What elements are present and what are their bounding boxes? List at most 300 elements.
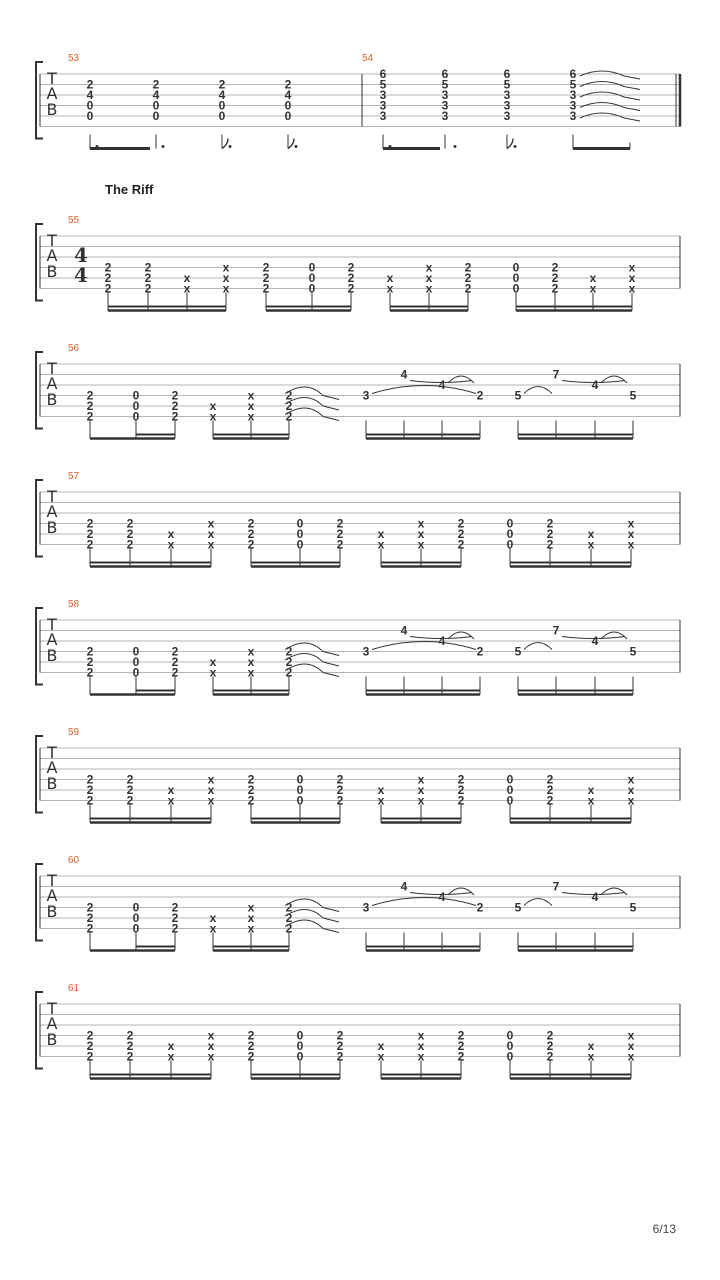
dead-note-mark: x bbox=[207, 793, 215, 808]
fret-number: 2 bbox=[551, 271, 559, 285]
dead-note-mark: x bbox=[627, 772, 635, 787]
fret-number: 2 bbox=[284, 77, 292, 92]
fret-number: 2 bbox=[476, 644, 484, 659]
fret-number: 2 bbox=[457, 772, 465, 787]
fret-number: 0 bbox=[308, 281, 316, 296]
dead-note-mark: x bbox=[207, 1028, 215, 1043]
dead-note-mark: x bbox=[183, 271, 191, 285]
dead-note-mark: x bbox=[207, 516, 215, 531]
fret-number: 2 bbox=[336, 793, 344, 808]
dead-note-mark: x bbox=[627, 527, 635, 541]
fret-number: 0 bbox=[132, 388, 140, 403]
fret-number: 2 bbox=[546, 772, 554, 787]
dead-note-mark: x bbox=[417, 1049, 425, 1064]
tab-clef-letter: A bbox=[46, 502, 58, 521]
dead-note-mark: x bbox=[627, 783, 635, 797]
dead-note-mark: x bbox=[207, 1039, 215, 1053]
fret-number: 2 bbox=[171, 388, 179, 403]
fret-number: 2 bbox=[86, 772, 94, 787]
fret-number: 0 bbox=[296, 1028, 304, 1043]
fret-number: 3 bbox=[379, 98, 387, 113]
fret-number: 2 bbox=[285, 921, 293, 936]
fret-number: 4 bbox=[591, 634, 599, 648]
dead-note-mark: x bbox=[587, 527, 595, 541]
slide-line bbox=[323, 652, 339, 656]
fret-number: 2 bbox=[126, 1039, 134, 1053]
dead-note-mark: x bbox=[247, 644, 255, 659]
slide-line bbox=[323, 417, 339, 421]
fret-number: 2 bbox=[86, 793, 94, 808]
dead-note-mark: x bbox=[207, 772, 215, 787]
fret-number: 5 bbox=[629, 644, 637, 659]
tab-clef-letter: B bbox=[46, 1030, 58, 1049]
fret-number: 2 bbox=[86, 1049, 94, 1064]
dot bbox=[96, 145, 99, 148]
dead-note-mark: x bbox=[209, 399, 217, 413]
dot bbox=[389, 145, 392, 148]
dead-note-mark: x bbox=[377, 1039, 385, 1053]
fret-number: 2 bbox=[476, 388, 484, 403]
fret-number: 2 bbox=[457, 537, 465, 552]
fret-number: 2 bbox=[86, 1028, 94, 1043]
fret-number: 0 bbox=[512, 260, 520, 275]
fret-number: 2 bbox=[171, 665, 179, 680]
dot bbox=[454, 145, 457, 148]
fret-number: 2 bbox=[144, 260, 152, 275]
fret-number: 0 bbox=[284, 98, 292, 113]
fret-number: 6 bbox=[503, 67, 511, 81]
tab-clef-letter: T bbox=[47, 871, 57, 890]
fret-number: 0 bbox=[512, 281, 520, 296]
dead-note-mark: x bbox=[167, 1039, 175, 1053]
slide-line bbox=[323, 406, 339, 410]
dead-note-mark: x bbox=[209, 911, 217, 925]
dead-note-mark: x bbox=[589, 281, 597, 296]
dead-note-mark: x bbox=[627, 516, 635, 531]
fret-number: 5 bbox=[569, 77, 577, 92]
fret-number: 0 bbox=[506, 1039, 514, 1053]
dead-note-mark: x bbox=[628, 260, 636, 275]
fret-number: 0 bbox=[296, 772, 304, 787]
fret-number: 2 bbox=[285, 655, 293, 669]
fret-number: 3 bbox=[441, 98, 449, 113]
dead-note-mark: x bbox=[587, 783, 595, 797]
dead-note-mark: x bbox=[386, 271, 394, 285]
dead-note-mark: x bbox=[377, 527, 385, 541]
fret-number: 2 bbox=[247, 516, 255, 531]
dead-note-mark: x bbox=[207, 783, 215, 797]
fret-number: 2 bbox=[144, 271, 152, 285]
dead-note-mark: x bbox=[417, 772, 425, 787]
time-signature-top: 4 bbox=[74, 243, 88, 267]
tab-clef-letter: T bbox=[47, 359, 57, 378]
fret-number: 2 bbox=[152, 77, 160, 92]
fret-number: 2 bbox=[86, 783, 94, 797]
dot bbox=[162, 145, 165, 148]
dead-note-mark: x bbox=[425, 271, 433, 285]
fret-number: 2 bbox=[247, 527, 255, 541]
fret-number: 3 bbox=[569, 98, 577, 113]
fret-number: 5 bbox=[379, 77, 387, 92]
fret-number: 3 bbox=[362, 388, 370, 403]
fret-number: 2 bbox=[171, 911, 179, 925]
fret-number: 2 bbox=[86, 921, 94, 936]
fret-number: 2 bbox=[464, 271, 472, 285]
fret-number: 0 bbox=[512, 271, 520, 285]
dead-note-mark: x bbox=[377, 783, 385, 797]
fret-number: 2 bbox=[247, 793, 255, 808]
fret-number: 2 bbox=[171, 900, 179, 915]
fret-number: 2 bbox=[247, 772, 255, 787]
hammer-pull-arc bbox=[372, 386, 476, 394]
fret-number: 5 bbox=[514, 388, 522, 403]
slide-line bbox=[323, 662, 339, 666]
fret-number: 0 bbox=[132, 655, 140, 669]
slide-line bbox=[323, 396, 339, 400]
dead-note-mark: x bbox=[377, 1049, 385, 1064]
fret-number: 2 bbox=[171, 399, 179, 413]
fret-number: 2 bbox=[171, 409, 179, 424]
dead-note-mark: x bbox=[207, 537, 215, 552]
hammer-pull-arc bbox=[524, 899, 552, 906]
fret-number: 5 bbox=[503, 77, 511, 92]
dead-note-mark: x bbox=[587, 793, 595, 808]
tab-clef-letter: T bbox=[47, 69, 57, 88]
dead-note-mark: x bbox=[627, 793, 635, 808]
dead-note-mark: x bbox=[247, 900, 255, 915]
dead-note-mark: x bbox=[247, 921, 255, 936]
dead-note-mark: x bbox=[247, 655, 255, 669]
fret-number: 2 bbox=[126, 793, 134, 808]
fret-number: 2 bbox=[457, 516, 465, 531]
fret-number: 4 bbox=[438, 634, 446, 648]
fret-number: 2 bbox=[144, 281, 152, 296]
fret-number: 4 bbox=[400, 367, 408, 382]
fret-number: 2 bbox=[285, 399, 293, 413]
tab-clef-letter: A bbox=[46, 246, 58, 265]
fret-number: 2 bbox=[86, 1039, 94, 1053]
fret-number: 2 bbox=[247, 1028, 255, 1043]
fret-number: 2 bbox=[247, 783, 255, 797]
fret-number: 0 bbox=[218, 109, 226, 123]
fret-number: 3 bbox=[441, 88, 449, 102]
slide-line bbox=[624, 87, 640, 90]
time-signature-bottom: 4 bbox=[74, 263, 88, 287]
dead-note-mark: x bbox=[222, 260, 230, 275]
fret-number: 2 bbox=[126, 537, 134, 552]
fret-number: 2 bbox=[262, 260, 270, 275]
fret-number: 3 bbox=[569, 109, 577, 123]
page-number: 6/13 bbox=[652, 1222, 676, 1236]
dead-note-mark: x bbox=[386, 281, 394, 296]
fret-number: 3 bbox=[569, 88, 577, 102]
tab-clef-letter: T bbox=[47, 615, 57, 634]
fret-number: 7 bbox=[552, 623, 560, 638]
dead-note-mark: x bbox=[417, 793, 425, 808]
dead-note-mark: x bbox=[222, 271, 230, 285]
fret-number: 0 bbox=[296, 527, 304, 541]
fret-number: 2 bbox=[285, 388, 293, 403]
fret-number: 4 bbox=[438, 378, 446, 392]
fret-number: 2 bbox=[126, 772, 134, 787]
hammer-pull-arc bbox=[524, 643, 552, 650]
tab-clef-letter: A bbox=[46, 758, 58, 777]
fret-number: 0 bbox=[308, 260, 316, 275]
fret-number: 2 bbox=[457, 793, 465, 808]
dead-note-mark: x bbox=[167, 783, 175, 797]
fret-number: 0 bbox=[86, 109, 94, 123]
fret-number: 2 bbox=[171, 644, 179, 659]
dot bbox=[514, 145, 517, 148]
dead-note-mark: x bbox=[628, 271, 636, 285]
tab-clef-letter: T bbox=[47, 743, 57, 762]
fret-number: 2 bbox=[546, 783, 554, 797]
fret-number: 2 bbox=[86, 655, 94, 669]
fret-number: 2 bbox=[126, 1049, 134, 1064]
dead-note-mark: x bbox=[627, 1049, 635, 1064]
hammer-pull-arc bbox=[372, 642, 476, 650]
fret-number: 2 bbox=[218, 77, 226, 92]
fret-number: 2 bbox=[262, 271, 270, 285]
fret-number: 2 bbox=[86, 409, 94, 424]
fret-number: 2 bbox=[546, 516, 554, 531]
fret-number: 0 bbox=[132, 665, 140, 680]
tab-clef-letter: B bbox=[46, 390, 58, 409]
fret-number: 2 bbox=[262, 281, 270, 296]
fret-number: 4 bbox=[591, 378, 599, 392]
fret-number: 0 bbox=[152, 109, 160, 123]
fret-number: 2 bbox=[546, 1028, 554, 1043]
fret-number: 2 bbox=[285, 409, 293, 424]
dead-note-mark: x bbox=[209, 921, 217, 936]
dead-note-mark: x bbox=[222, 281, 230, 296]
slide-line bbox=[624, 76, 640, 79]
fret-number: 2 bbox=[86, 665, 94, 680]
fret-number: 3 bbox=[503, 88, 511, 102]
fret-number: 2 bbox=[86, 399, 94, 413]
fret-number: 2 bbox=[457, 527, 465, 541]
slide-line bbox=[624, 97, 640, 100]
note-flag bbox=[507, 139, 513, 149]
tab-clef-letter: B bbox=[46, 646, 58, 665]
fret-number: 0 bbox=[132, 399, 140, 413]
fret-number: 2 bbox=[247, 1049, 255, 1064]
tab-clef-letter: A bbox=[46, 84, 58, 103]
fret-number: 2 bbox=[86, 537, 94, 552]
fret-number: 2 bbox=[546, 1039, 554, 1053]
fret-number: 2 bbox=[86, 516, 94, 531]
fret-number: 2 bbox=[104, 281, 112, 296]
fret-number: 2 bbox=[347, 281, 355, 296]
slide-line bbox=[624, 108, 640, 111]
fret-number: 0 bbox=[132, 900, 140, 915]
fret-number: 0 bbox=[506, 783, 514, 797]
tab-clef-letter: A bbox=[46, 1014, 58, 1033]
dot bbox=[229, 145, 232, 148]
fret-number: 2 bbox=[104, 271, 112, 285]
dead-note-mark: x bbox=[425, 281, 433, 296]
fret-number: 0 bbox=[284, 109, 292, 123]
fret-number: 3 bbox=[503, 98, 511, 113]
fret-number: 2 bbox=[457, 1028, 465, 1043]
fret-number: 0 bbox=[296, 1049, 304, 1064]
dead-note-mark: x bbox=[167, 1049, 175, 1064]
dead-note-mark: x bbox=[587, 1049, 595, 1064]
fret-number: 0 bbox=[296, 516, 304, 531]
fret-number: 0 bbox=[132, 409, 140, 424]
fret-number: 2 bbox=[336, 527, 344, 541]
fret-number: 2 bbox=[336, 783, 344, 797]
measure-number: 61 bbox=[68, 983, 80, 994]
dead-note-mark: x bbox=[209, 655, 217, 669]
dead-note-mark: x bbox=[417, 537, 425, 552]
fret-number: 6 bbox=[379, 67, 387, 81]
fret-number: 0 bbox=[506, 772, 514, 787]
fret-number: 4 bbox=[591, 890, 599, 904]
fret-number: 3 bbox=[379, 88, 387, 102]
fret-number: 7 bbox=[552, 367, 560, 382]
fret-number: 6 bbox=[569, 67, 577, 81]
fret-number: 2 bbox=[126, 527, 134, 541]
fret-number: 0 bbox=[506, 527, 514, 541]
hammer-pull-arc bbox=[372, 898, 476, 906]
dead-note-mark: x bbox=[377, 793, 385, 808]
tab-clef-letter: T bbox=[47, 487, 57, 506]
fret-number: 6 bbox=[441, 67, 449, 81]
fret-number: 0 bbox=[506, 793, 514, 808]
fret-number: 0 bbox=[506, 537, 514, 552]
dead-note-mark: x bbox=[167, 793, 175, 808]
fret-number: 2 bbox=[546, 793, 554, 808]
fret-number: 2 bbox=[285, 911, 293, 925]
dead-note-mark: x bbox=[247, 409, 255, 424]
tab-clef-letter: T bbox=[47, 999, 57, 1018]
hammer-pull-arc bbox=[524, 387, 552, 394]
slide-line bbox=[323, 673, 339, 677]
dead-note-mark: x bbox=[587, 537, 595, 552]
tab-clef-letter: B bbox=[46, 100, 58, 119]
fret-number: 2 bbox=[336, 772, 344, 787]
dead-note-mark: x bbox=[627, 1028, 635, 1043]
fret-number: 2 bbox=[285, 900, 293, 915]
tab-clef-letter: A bbox=[46, 886, 58, 905]
fret-number: 2 bbox=[86, 644, 94, 659]
measure-number: 54 bbox=[362, 53, 374, 64]
fret-number: 2 bbox=[86, 388, 94, 403]
dead-note-mark: x bbox=[167, 527, 175, 541]
fret-number: 2 bbox=[336, 516, 344, 531]
section-title: The Riff bbox=[105, 182, 154, 197]
fret-number: 2 bbox=[457, 783, 465, 797]
dead-note-mark: x bbox=[417, 527, 425, 541]
fret-number: 0 bbox=[218, 98, 226, 113]
slide-line bbox=[323, 929, 339, 933]
measure-number: 59 bbox=[68, 727, 80, 738]
fret-number: 2 bbox=[336, 1049, 344, 1064]
fret-number: 2 bbox=[476, 900, 484, 915]
dead-note-mark: x bbox=[377, 537, 385, 552]
fret-number: 3 bbox=[441, 109, 449, 123]
tab-clef-letter: T bbox=[47, 231, 57, 250]
dead-note-mark: x bbox=[627, 537, 635, 552]
dead-note-mark: x bbox=[587, 1039, 595, 1053]
fret-number: 0 bbox=[296, 793, 304, 808]
fret-number: 4 bbox=[152, 88, 160, 102]
fret-number: 2 bbox=[551, 260, 559, 275]
dead-note-mark: x bbox=[627, 1039, 635, 1053]
dead-note-mark: x bbox=[247, 388, 255, 403]
fret-number: 2 bbox=[546, 537, 554, 552]
dead-note-mark: x bbox=[628, 281, 636, 296]
slide-line bbox=[624, 118, 640, 121]
dead-note-mark: x bbox=[417, 516, 425, 531]
measure-number: 58 bbox=[68, 599, 80, 610]
fret-number: 2 bbox=[126, 783, 134, 797]
fret-number: 2 bbox=[86, 77, 94, 92]
fret-number: 2 bbox=[86, 900, 94, 915]
fret-number: 0 bbox=[296, 783, 304, 797]
tab-clef-letter: B bbox=[46, 518, 58, 537]
fret-number: 5 bbox=[441, 77, 449, 92]
fret-number: 2 bbox=[464, 281, 472, 296]
measure-number: 55 bbox=[68, 215, 80, 226]
fret-number: 2 bbox=[546, 1049, 554, 1064]
fret-number: 2 bbox=[336, 537, 344, 552]
fret-number: 2 bbox=[104, 260, 112, 275]
fret-number: 3 bbox=[503, 109, 511, 123]
fret-number: 2 bbox=[285, 644, 293, 659]
measure-number: 57 bbox=[68, 471, 80, 482]
fret-number: 2 bbox=[347, 271, 355, 285]
fret-number: 4 bbox=[400, 623, 408, 638]
measure-number: 56 bbox=[68, 343, 80, 354]
fret-number: 5 bbox=[629, 900, 637, 915]
dead-note-mark: x bbox=[207, 1049, 215, 1064]
dead-note-mark: x bbox=[417, 1039, 425, 1053]
fret-number: 5 bbox=[514, 900, 522, 915]
tab-clef-letter: B bbox=[46, 774, 58, 793]
fret-number: 4 bbox=[400, 879, 408, 894]
tab-clef-letter: A bbox=[46, 630, 58, 649]
fret-number: 2 bbox=[86, 527, 94, 541]
fret-number: 0 bbox=[308, 271, 316, 285]
fret-number: 2 bbox=[247, 1039, 255, 1053]
fret-number: 2 bbox=[171, 921, 179, 936]
dead-note-mark: x bbox=[247, 911, 255, 925]
fret-number: 2 bbox=[457, 1039, 465, 1053]
slide-line bbox=[323, 918, 339, 922]
dot bbox=[295, 145, 298, 148]
fret-number: 2 bbox=[464, 260, 472, 275]
dead-note-mark: x bbox=[425, 260, 433, 275]
fret-number: 2 bbox=[546, 527, 554, 541]
fret-number: 2 bbox=[347, 260, 355, 275]
fret-number: 2 bbox=[247, 537, 255, 552]
fret-number: 0 bbox=[152, 98, 160, 113]
dead-note-mark: x bbox=[183, 281, 191, 296]
slide-line bbox=[323, 908, 339, 912]
dead-note-mark: x bbox=[207, 527, 215, 541]
fret-number: 0 bbox=[506, 1028, 514, 1043]
fret-number: 0 bbox=[132, 644, 140, 659]
dead-note-mark: x bbox=[417, 1028, 425, 1043]
fret-number: 0 bbox=[86, 98, 94, 113]
tab-clef-letter: B bbox=[46, 262, 58, 281]
note-flag bbox=[288, 139, 294, 149]
dead-note-mark: x bbox=[167, 537, 175, 552]
tab-clef-letter: B bbox=[46, 902, 58, 921]
fret-number: 2 bbox=[336, 1039, 344, 1053]
